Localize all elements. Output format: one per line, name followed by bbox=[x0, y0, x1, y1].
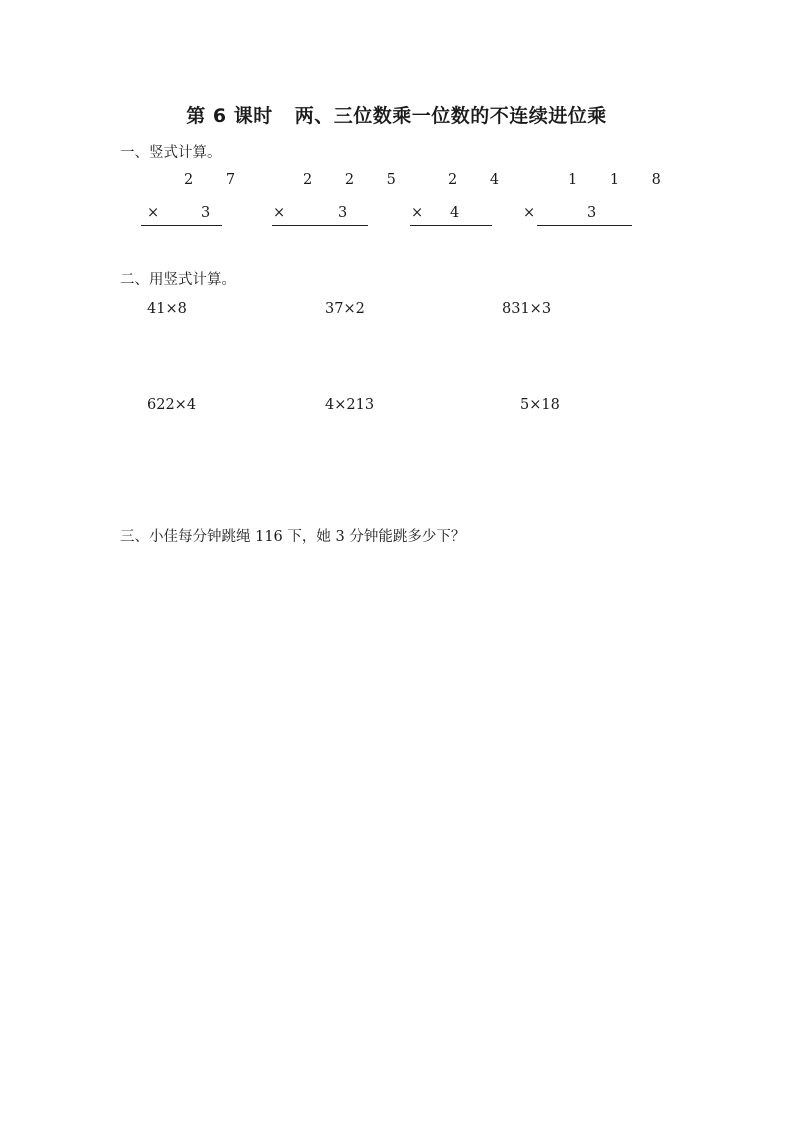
problem-3-top: 2 4 bbox=[448, 172, 514, 188]
problem-3-bottom: 4 bbox=[450, 205, 460, 221]
lesson-topic: 两、三位数乘一位数的不连续进位乘 bbox=[294, 105, 607, 127]
expr-1: 41×8 bbox=[147, 301, 187, 317]
problem-4-line bbox=[537, 225, 632, 226]
expr-6: 5×18 bbox=[520, 397, 560, 413]
expr-2: 37×2 bbox=[325, 301, 365, 317]
problem-1-top: 2 7 bbox=[184, 172, 250, 188]
problem-2-top: 2 2 5 bbox=[303, 172, 410, 188]
page-title bbox=[0, 101, 793, 128]
problem-4-sign: × bbox=[523, 205, 536, 221]
section-2-heading: 二、用竖式计算。 bbox=[120, 272, 236, 288]
problem-3-line bbox=[410, 225, 492, 226]
expr-4: 622×4 bbox=[147, 397, 197, 413]
section-1-heading: 一、竖式计算。 bbox=[120, 145, 222, 161]
problem-2-bottom: 3 bbox=[338, 205, 348, 221]
expr-3: 831×3 bbox=[502, 301, 552, 317]
problem-3-sign: × bbox=[411, 205, 424, 221]
section-3-question: 三、小佳每分钟跳绳 116 下，她 3 分钟能跳多少下？ bbox=[120, 529, 466, 545]
problem-2-sign: × bbox=[273, 205, 286, 221]
problem-1-sign: × bbox=[147, 205, 160, 221]
problem-1-line bbox=[141, 225, 222, 226]
problem-4-top: 1 1 8 bbox=[568, 172, 675, 188]
lesson-number: 第 6 课时 bbox=[186, 105, 273, 127]
problem-1-bottom: 3 bbox=[201, 205, 211, 221]
expr-5: 4×213 bbox=[325, 397, 375, 413]
problem-4-bottom: 3 bbox=[587, 205, 597, 221]
problem-2-line bbox=[272, 225, 368, 226]
